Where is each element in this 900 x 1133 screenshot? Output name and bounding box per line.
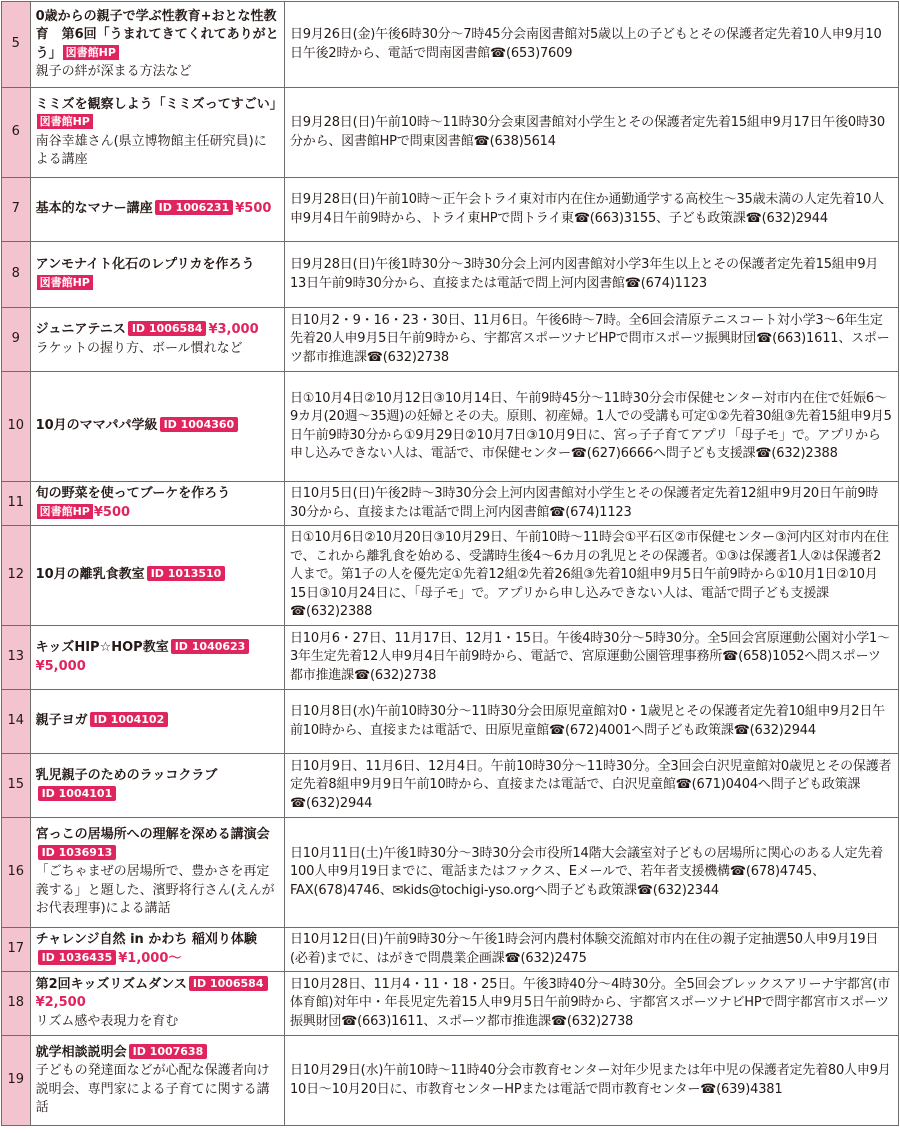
row-number: 11: [2, 482, 31, 526]
event-table-body: [2, 2, 899, 1126]
page-id-badge: ID 1036913: [38, 845, 117, 860]
event-detail: 日9月26日(金)午後6時30分～7時45分会南図書館対5歳以上の子どもとその保護者定先着10人申9月10日午後2時から、電話で問南図書館☎(653)7609: [284, 2, 898, 88]
table-row: [2, 928, 899, 972]
event-title-cell: [30, 1036, 284, 1126]
table-row: [2, 178, 899, 242]
page-id-badge: ID 1004101: [38, 786, 117, 801]
table-row: [2, 372, 899, 482]
library-hp-badge: 図書館HP: [37, 504, 93, 519]
event-title: 就学相談説明会: [35, 1044, 127, 1060]
row-number: 19: [2, 1036, 31, 1126]
page-id-badge: ID 1007638: [129, 1044, 208, 1059]
event-description: リズム感や表現力を育む: [35, 1013, 179, 1029]
page-id-badge: ID 1006231: [155, 200, 234, 215]
page-id-badge: ID 1004102: [90, 712, 169, 727]
page-id-badge: ID 1006584: [128, 321, 207, 336]
row-number: 5: [2, 2, 31, 88]
event-title-cell: [30, 178, 284, 242]
event-description: 「ごちゃまぜの居場所で、豊かさを再定義する」と題した、濱野将行さん(えんがお代表理事)による講話: [35, 864, 275, 917]
event-title: ミミズを観察しよう「ミミズってすごい」: [35, 96, 283, 112]
table-row: [2, 1036, 899, 1126]
table-row: [2, 754, 899, 818]
table-row: [2, 526, 899, 626]
event-table: [1, 1, 899, 1126]
event-title: 宮っこの居場所への理解を深める講演会: [35, 827, 270, 843]
event-detail: 日9月28日(日)午前10時～正午会トライ東対市内在住か通勤通学する高校生～35歳未満の人定先着10人申9月4日午前9時から、トライ東HPで問トライ東☎(663)3155、子ども政策課☎(632)2944: [284, 178, 898, 242]
event-detail: 日10月2・9・16・23・30日、11月6日。午後6時～7時。全6回会清原テニスコート対小学3～6年生定先着20人申9月5日午前9時から、宇都宮スポーツナビHPで問市スポーツ振興財団☎(663)1611、スポーツ都市推進課☎(632)2738: [284, 308, 898, 372]
table-row: [2, 626, 899, 690]
row-number: 8: [2, 242, 31, 308]
event-detail: 日10月5日(日)午後2時～3時30分会上河内図書館対小学生とその保護者定先着12組申9月20日午前9時30分から、直接または電話で問上河内図書館☎(674)1123: [284, 482, 898, 526]
row-number: 17: [2, 928, 31, 972]
event-title: 第2回キッズリズムダンス: [35, 976, 187, 992]
event-title: 乳児親子のためのラッコクラブ: [35, 768, 218, 783]
row-number: 12: [2, 526, 31, 626]
event-title-cell: [30, 308, 284, 372]
row-number: 10: [2, 372, 31, 482]
event-description: ラケットの握り方、ボール慣れなど: [35, 340, 243, 356]
event-description: 子どもの発達面などが心配な保護者向け説明会、専門家による子育てに関する講話: [35, 1063, 270, 1115]
row-number: 16: [2, 818, 31, 928]
row-number: 9: [2, 308, 31, 372]
row-number: 6: [2, 88, 31, 178]
library-hp-badge: 図書館HP: [37, 114, 93, 129]
event-title: 旬の野菜を使ってブーケを作ろう: [35, 486, 231, 501]
event-title-cell: [30, 242, 284, 308]
event-detail: 日10月11日(土)午後1時30分～3時30分会市役所14階大会議室対子どもの居場所に関心のある人定先着100人申9月19日までに、電話またはファクス、Eメールで、若年者支援機構☎(678)4745、FAX(678)4746、✉kids@tochigi-yso.orgへ問子ども政策課☎(632)2344: [284, 818, 898, 928]
table-row: [2, 972, 899, 1036]
event-detail: 日10月29日(水)午前10時～11時40分会市教育センター対年少児または年中児の保護者定先着80人申9月10日～10月20日に、市教育センターHPまたは電話で問市教育センター☎(639)4381: [284, 1036, 898, 1126]
event-description: 南谷幸雄さん(県立博物館主任研究員)による講座: [35, 133, 267, 167]
table-row: [2, 242, 899, 308]
row-number: 7: [2, 178, 31, 242]
table-row: [2, 308, 899, 372]
event-detail: 日9月28日(日)午後1時30分～3時30分会上河内図書館対小学3年生以上とその保護者定先着15組申9月13日午前9時30分から、直接または電話で問上河内図書館☎(674)1123: [284, 242, 898, 308]
event-detail: 日9月28日(日)午前10時～11時30分会東図書館対小学生とその保護者定先着15組申9月17日午後0時30分から、図書館HPで問東図書館☎(638)5614: [284, 88, 898, 178]
event-title: アンモナイト化石のレプリカを作ろう: [35, 257, 255, 272]
event-title: 親子ヨガ: [35, 713, 88, 729]
fee-label: ¥2,500: [35, 995, 86, 1011]
library-hp-badge: 図書館HP: [63, 45, 119, 60]
event-title: チャレンジ自然 in かわち 稲刈り体験: [35, 932, 257, 947]
event-title-cell: [30, 972, 284, 1036]
fee-label: ¥500: [93, 504, 131, 520]
event-title-cell: [30, 754, 284, 818]
page-id-badge: ID 1013510: [147, 566, 226, 581]
event-title: キッズHIP☆HOP教室: [35, 640, 169, 655]
table-row: [2, 88, 899, 178]
row-number: 18: [2, 972, 31, 1036]
table-row: [2, 690, 899, 754]
fee-label: ¥5,000: [35, 658, 86, 674]
event-detail: 日10月28日、11月4・11・18・25日。午後3時40分～4時30分。全5回会ブレックスアリーナ宇都宮(市体育館)対年中・年長児定先着15人申9月5日午前9時から、宇都宮スポーツナビHPで問宇都宮市スポーツ振興財団☎(663)1611、スポーツ都市推進課☎(632)2738: [284, 972, 898, 1036]
event-title-cell: [30, 818, 284, 928]
event-detail: 日10月6・27日、11月17日、12月1・15日。午後4時30分～5時30分。全5回会宮原運動公園対小学1～3年生定先着12人申9月4日午前9時から、電話で、宮原運動公園管理事務所☎(658)1052へ問スポーツ都市推進課☎(632)2738: [284, 626, 898, 690]
table-row: [2, 2, 899, 88]
row-number: 14: [2, 690, 31, 754]
page-id-badge: ID 1036435: [38, 950, 117, 965]
event-title-cell: [30, 88, 284, 178]
row-number: 13: [2, 626, 31, 690]
page-id-badge: ID 1006584: [189, 976, 268, 991]
event-title: 10月の離乳食教室: [35, 567, 145, 583]
event-title-cell: [30, 690, 284, 754]
event-title-cell: [30, 482, 284, 526]
table-row: [2, 482, 899, 526]
page-id-badge: ID 1040623: [171, 639, 250, 654]
fee-label: ¥1,000～: [118, 950, 182, 966]
event-title: 基本的なマナー講座: [35, 201, 153, 217]
library-hp-badge: 図書館HP: [37, 275, 93, 290]
fee-label: ¥3,000: [208, 322, 259, 337]
event-title: 10月のママパパ学級: [35, 418, 158, 434]
event-title-cell: [30, 372, 284, 482]
table-row: [2, 818, 899, 928]
event-title: 0歳からの親子で学ぶ性教育+おとな性教育 第6回「うまれてきてくれてありがとう」: [35, 8, 279, 61]
event-detail: 日10月12日(日)午前9時30分～午後1時会河内農村体験交流館対市内在住の親子定抽選50人申9月19日(必着)までに、はがきで問農業企画課☎(632)2475: [284, 928, 898, 972]
event-detail: 日10月9日、11月6日、12月4日。午前10時30分～11時30分。全3回会白沢児童館対0歳児とその保護者定先着8組申9月9日午前10時から、直接または電話で、白沢児童館☎(671)0404へ問子ども政策課☎(632)2944: [284, 754, 898, 818]
event-title-cell: [30, 526, 284, 626]
event-detail: 日①10月4日②10月12日③10月14日、午前9時45分～11時30分会市保健センター対市内在住で妊娠6～9カ月(20週～35週)の妊婦とその夫。原則、初産婦。1人での受講も可定①②先着30組③先着15組申9月5日午前9時30分から①9月29日②10月7日③10月9日に、宮っ子子育てアプリ「母子モ」で。アプリから申し込みできない人は、電話で、市保健センター☎(627)6666へ問子ども支援課☎(632)2388: [284, 372, 898, 482]
event-detail: 日①10月6日②10月20日③10月29日、午前10時～11時会①平石区②市保健センター③河内区対市内在住で、これから離乳食を始める、受講時生後4～6カ月の乳児とその保護者。①③は保護者1人②は保護者2人まで。第1子の人を優先定①先着12組②先着26組③先着10組申9月5日午前9時から①10月1日②10月15日③10月24日に、「母子モ」で。アプリから申し込みできない人は、電話で問子ども支援課☎(632)2388: [284, 526, 898, 626]
event-title-cell: [30, 2, 284, 88]
event-detail: 日10月8日(水)午前10時30分～11時30分会田原児童館対0・1歳児とその保護者定先着10組申9月2日午前10時から、直接または電話で、田原児童館☎(672)4001へ問子ども政策課☎(632)2944: [284, 690, 898, 754]
fee-label: ¥500: [235, 201, 272, 217]
page-id-badge: ID 1004360: [160, 417, 239, 432]
event-title: ジュニアテニス: [35, 322, 126, 337]
row-number: 15: [2, 754, 31, 818]
event-title-cell: [30, 626, 284, 690]
event-description: 親子の絆が深まる方法など: [35, 64, 192, 79]
event-title-cell: [30, 928, 284, 972]
